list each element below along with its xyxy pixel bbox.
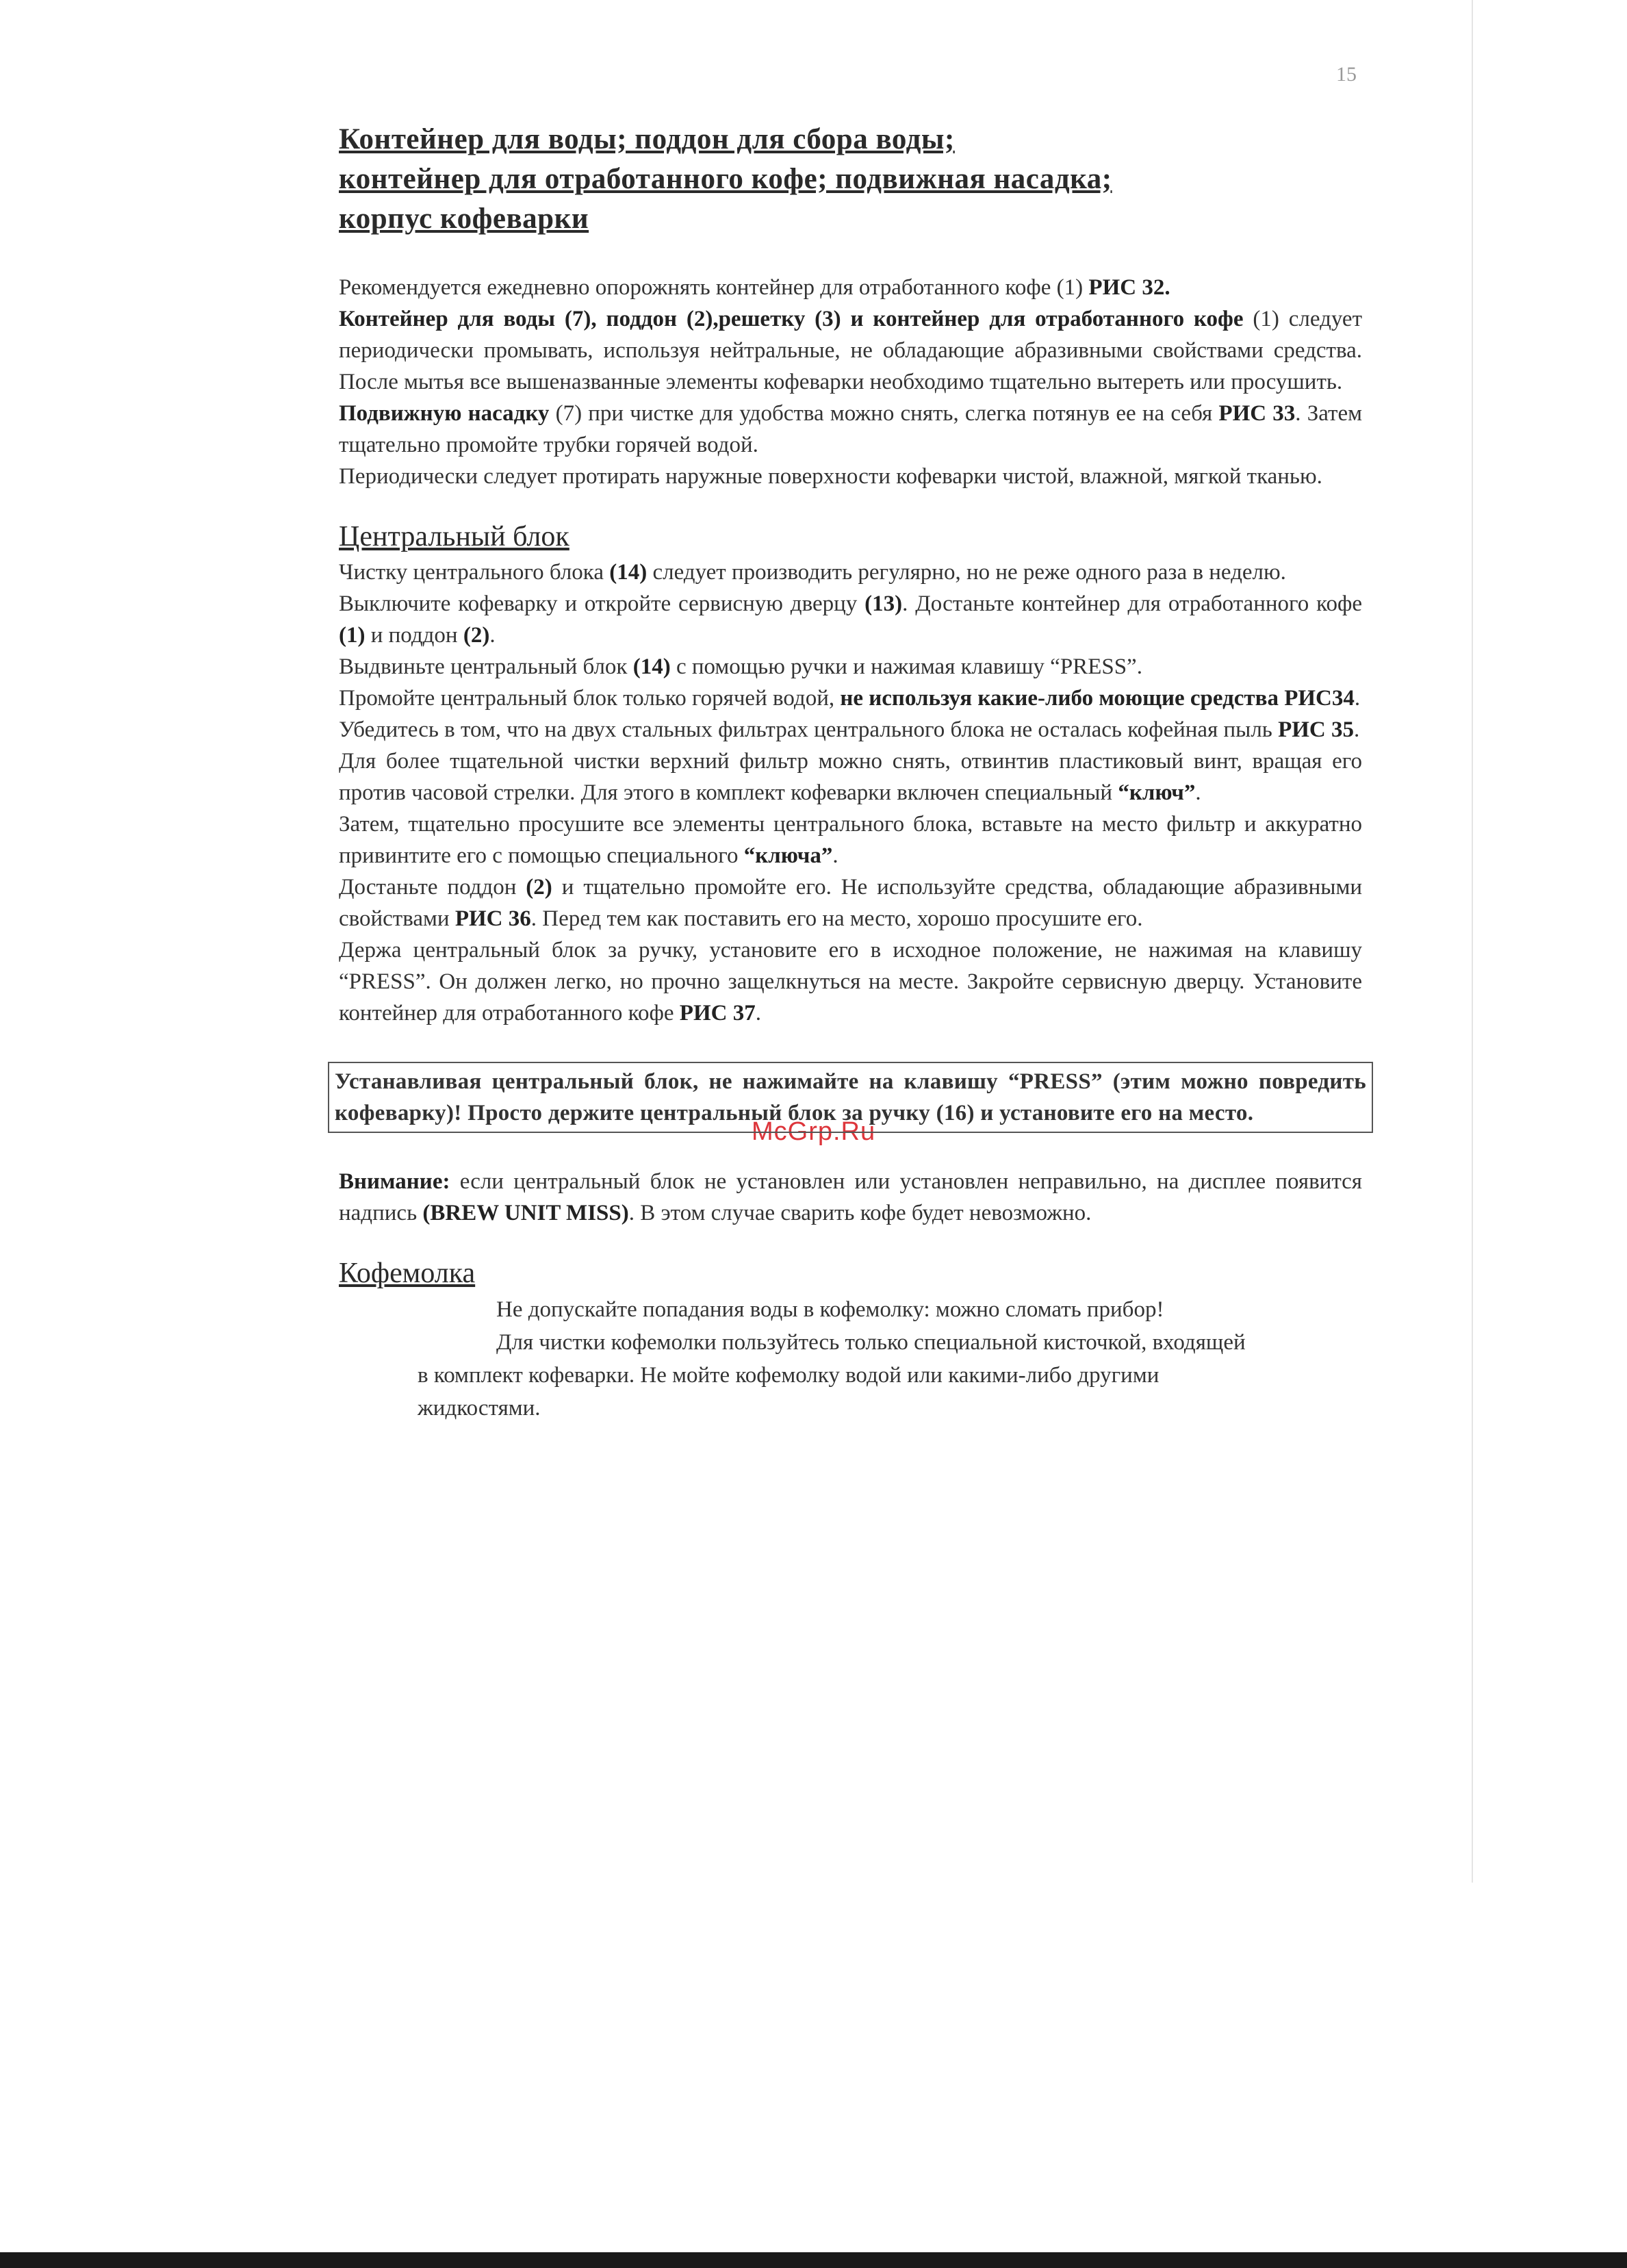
text: Выдвиньте центральный блок xyxy=(339,654,633,679)
page-number: 15 xyxy=(1336,63,1357,86)
text: следует производить регулярно, но не реже одного раза в неделю. xyxy=(647,560,1286,585)
title-line-3: корпус кофеварки xyxy=(339,203,589,235)
part-ref: (2) xyxy=(526,875,552,900)
text: Держа центральный блок за ручку, установите его в исходное положение, не нажимая на клавишу “PRESS”. Он должен легко, но прочно защелкнуться на месте. Закройте сервисную дверцу. Установите контейнер для отработанного кофе xyxy=(339,938,1362,1025)
attention-label: Внимание: xyxy=(339,1169,450,1194)
section-title-containers xyxy=(339,120,1362,239)
grinder-text-block xyxy=(339,1293,1253,1425)
central-paragraph-6 xyxy=(339,746,1362,808)
text: Периодически следует протирать наружные поверхности кофеварки чистой, влажной, мягкой тканью. xyxy=(339,464,1322,489)
part-ref: (14) xyxy=(632,654,671,679)
paragraph-wipe-body xyxy=(339,461,1362,492)
bold-text: Контейнер для воды (7), поддон (2),решетку (3) и контейнер для отработанного кофе xyxy=(339,307,1244,331)
scan-bottom-strip xyxy=(0,2252,1627,2268)
text: Рекомендуется ежедневно опорожнять контейнер для отработанного кофе (1) xyxy=(339,275,1089,300)
central-paragraph-2 xyxy=(339,588,1362,651)
central-paragraph-8 xyxy=(339,871,1362,934)
text: . Затем тщательно промойте трубки горячей водой. xyxy=(339,401,1362,457)
section-title-grinder: Кофемолка xyxy=(339,1258,476,1289)
text: . xyxy=(489,623,496,648)
grinder-cleaning-paragraph: Для чистки кофемолки пользуйтесь только специальной кисточкой, входящей в комплект кофеварки. Не мойте кофемолку водой или какими-либо другими жидкостями. xyxy=(418,1330,1246,1420)
bold-text: не используя какие-либо моющие средства РИС34 xyxy=(840,686,1355,711)
bold-text: “ключа” xyxy=(743,843,833,868)
warning-text: Устанавливая центральный блок, не нажимайте на клавишу “PRESS” (этим можно повредить кофеварку)! Просто держите центральный блок за ручку (16) и установите его на место. xyxy=(335,1069,1366,1125)
text: . Перед тем как поставить его на место, хорошо просушите его. xyxy=(530,906,1143,931)
bold-text: Подвижную насадку xyxy=(339,401,550,426)
central-paragraph-7 xyxy=(339,808,1362,871)
attention-paragraph xyxy=(339,1166,1362,1229)
central-paragraph-5 xyxy=(339,714,1362,746)
document-body xyxy=(335,120,1366,1425)
text: Чистку центрального блока xyxy=(339,560,610,585)
bold-text: “ключ” xyxy=(1118,780,1196,805)
display-message: (BREW UNIT MISS) xyxy=(422,1201,629,1225)
text: Выключите кофеварку и откройте сервисную дверцу xyxy=(339,591,865,616)
figure-ref: РИС 33 xyxy=(1218,401,1296,426)
section-title-central-unit: Центральный блок xyxy=(339,521,569,552)
part-ref: (1) xyxy=(339,623,366,648)
text: . В этом случае сварить кофе будет невозможно. xyxy=(628,1201,1092,1225)
text: и тщательно промойте его. Не используйте средства, обладающие абразивными свойствами xyxy=(339,875,1362,931)
watermark-logo: McGrp.Ru xyxy=(752,1117,876,1146)
text: . xyxy=(1354,686,1361,711)
part-ref: (14) xyxy=(609,560,648,585)
warning-box xyxy=(328,1062,1373,1133)
part-ref: (2) xyxy=(463,623,490,648)
part-ref: (13) xyxy=(864,591,903,616)
central-paragraph-9 xyxy=(339,934,1362,1029)
text: Достаньте поддон xyxy=(339,875,526,900)
paragraph-empty-daily xyxy=(339,272,1362,303)
grinder-warning-line: Не допускайте попадания воды в кофемолку: можно сломать прибор! xyxy=(496,1297,1164,1322)
paragraph-nozzle xyxy=(339,398,1362,461)
paragraph-wash-parts xyxy=(339,303,1362,398)
text: . xyxy=(832,843,838,868)
central-paragraph-4 xyxy=(339,683,1362,714)
text: Убедитесь в том, что на двух стальных фильтрах центрального блока не осталась кофейная пыль xyxy=(339,717,1279,742)
text: (1) следует периодически промывать, используя нейтральные, не обладающие абразивными свойствами средства. После мытья все вышеназванные элементы кофеварки необходимо тщательно вытереть или просушить. xyxy=(339,307,1362,394)
text: Для более тщательной чистки верхний фильтр можно снять, отвинтив пластиковый винт, вращая его против часовой стрелки. Для этого в комплект кофеварки включен специальный xyxy=(339,749,1362,805)
title-line-1: Контейнер для воды; поддон для сбора воды; xyxy=(339,123,955,155)
text: . xyxy=(1195,780,1201,805)
central-paragraph-1 xyxy=(339,557,1362,588)
text: Затем, тщательно просушите все элементы центрального блока, вставьте на место фильтр и аккуратно привинтите его с помощью специального xyxy=(339,812,1362,868)
text: . xyxy=(755,1001,761,1025)
text: (7) при чистке для удобства можно снять, слегка потянув ее на себя xyxy=(549,401,1219,426)
central-paragraph-3 xyxy=(339,651,1362,683)
text: Промойте центральный блок только горячей водой, xyxy=(339,686,841,711)
scan-edge-line xyxy=(1472,0,1473,1883)
text: если центральный блок не установлен или установлен неправильно, на дисплее появится надпись xyxy=(339,1169,1362,1225)
figure-ref: РИС 35 xyxy=(1278,717,1355,742)
figure-ref: РИС 36 xyxy=(454,906,531,931)
title-line-2: контейнер для отработанного кофе; подвижная насадка; xyxy=(339,163,1112,195)
text: . xyxy=(1354,717,1360,742)
text: с помощью ручки и нажимая клавишу “PRESS”. xyxy=(670,654,1142,679)
text: и поддон xyxy=(365,623,463,648)
text: . Достаньте контейнер для отработанного кофе xyxy=(902,591,1362,616)
figure-ref: РИС 32. xyxy=(1088,275,1170,300)
figure-ref: РИС 37 xyxy=(679,1001,756,1025)
